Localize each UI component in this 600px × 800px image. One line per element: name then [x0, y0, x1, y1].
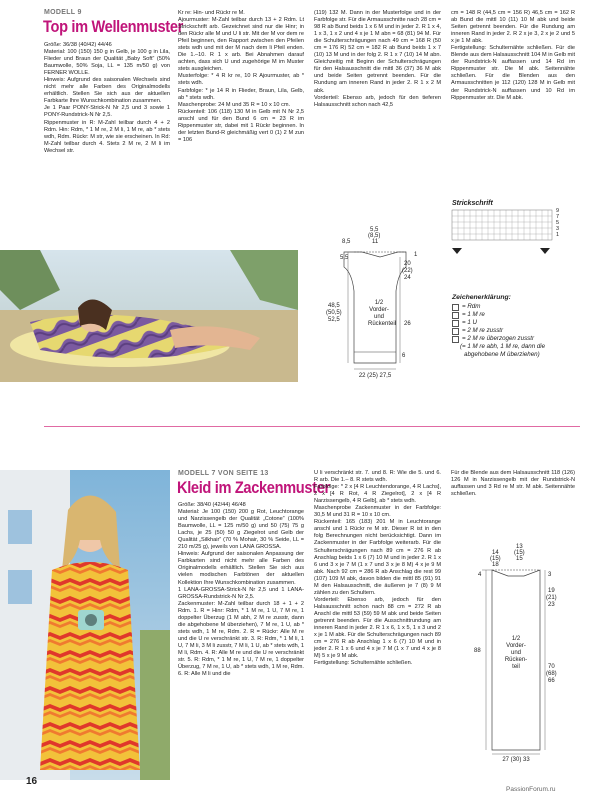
model-photo-dress [0, 470, 170, 780]
dim-arm-3: 24 [404, 275, 411, 281]
piece-label-4: Rückenteil [368, 321, 397, 327]
text-column-dress-3: Für die Blende aus dem Halsausschnitt 118 (126) 126 M in Narzissengelb mit der Rundstrick-N auffassen und 3 Rd re M str. M abk. Seitennähte schließen. [451, 470, 577, 498]
text-column-4: cm = 148 R (44,5 cm = 156 R) 46,5 cm = 162 R ab Bund die mittl 10 (11) 10 M abk und beide Seiten getrennt beenden. Für die Rundung am inneren Rand in jeder 2. R 2 x je 3, 2 x je 2 und 5 x je 1 M abk. Fertigstellung: Schulternähte schließen. Für die Blende aus dem Halsausschnitt 104 M in Gelb mit der Rundstrick-N auffassen und 14 Rd im Rippenmuster str. Die M abk. Seitennähte schließen. Für die Blenden aus den Armausschnitten je 112 (120) 128 M in Gelb mit der Rundstrick-N auffassen und 10 Rd im Rippenmuster str. Die M abk. [451, 10, 575, 101]
dim-neck-width-3: 11 [372, 239, 379, 245]
symbol-ssk-icon [452, 336, 459, 343]
symbol-rdm-icon [452, 304, 459, 311]
dim-left4: 4 [478, 572, 482, 578]
dim-arm-1: 20 [404, 261, 411, 267]
dim-bottom: 22 (25) 27,5 [358, 373, 392, 379]
chart-row-1: 1 [556, 232, 560, 238]
chart-row-3: 3 [556, 226, 560, 232]
chart-title: Strickschrift [452, 200, 493, 207]
legend-note: (= 1 M re abh, 1 M re, dann die [460, 343, 546, 350]
symbol-k2tog-icon [452, 328, 459, 335]
dim-n3: 15 [516, 556, 523, 562]
piece-label-3: und [510, 650, 521, 656]
watermark: PassionForum.ru [506, 786, 556, 793]
piece-label-3: und [373, 314, 384, 320]
dim-h88: 88 [474, 648, 481, 654]
dim-bottom-dress: 27 (30) 33 [502, 757, 530, 763]
legend-text: = 1 U [462, 319, 477, 326]
legend-text: = Rdm [462, 303, 481, 310]
dim-n1: 13 [516, 544, 523, 550]
legend-title: Zeichenerklärung: [452, 294, 511, 301]
dim-neck-depth: 5,5 [340, 255, 349, 261]
dim-side: 26 [404, 321, 411, 327]
text-column-dress-2: U li verschränkt str. 7. und 8. R: Wie die 5. und 6. R arb. Die 1.– 8. R stets wdh. Farbfolge: * 2 x [4 R Leuchtendorange, 4 R Lachs], 2 x [4 R Rot, 4 R Ziegelrot], 2 x [4 R Narzissengelb, 4 R Gelb], ab * stets wdh. Maschenprobe Zackenmuster in der Farbfolge: 30,5 M und 31 R = 10 x 10 cm. Rückenteil: 165 (183) 201 M in Leuchtorange anschl und 1 Rückr re M str. Dieser R ist in den folg Berechnungen nicht berücksichtigt. Dann im Zackenmuster in der Farbfolge weiterarb. Für die Schulterschrägungen nach 89 cm = 276 R ab Anschlag beids 1 x 6 (7) 10 M und in jeder 2. R 1 x 6 und 3 x je 7 M (1 x 7 und 3 x je 8 M) 4 x je 9 M abk. Nach 92 cm = 286 R ab Anschlag die rest 99 (107) 109 M abk, davon bilden die mittl 85 (91) 91 M den Halsausschnitt, die äußeren je 7 (8) 9 M zählen zu den Schultern. Vorderteil: Ebenso arb, jedoch für den Halsausschnitt schon nach 88 cm = 272 R ab Anschl die mittl 53 (59) 59 M abk und beide Seiten getrennt beenden. Für die Ausschnittrundung am inneren Rand in jeder 2. R 1 x 6, 1 x 5, 1 x 3 und 2 x je 1 M abk. Für die Schulterschrägungen nach 89 cm = 276 R ab Anschlag 1 x 6 (7) 10 M und in jeder 2. R 1 x 6 und 4 x je 7 M (1 x 7 und 4 x je 8 M) 5 x je 9 M abk. Fertigstellung: Schulternähte schließen. [314, 470, 441, 667]
text-column-1: Größe: 36/38 (40/42) 44/46 Material: 100 (150) 150 g in Gelb, je 100 g in Lila, Flieder und Braun der Qualität „Baby Soft“ (50% Baumwolle, 50% Soja, LL = 135 m/50 g) von FERNER WOLLE. Hinweis: Aufgrund des saisonalen Wechsels sind nicht mehr alle Farben des Originalmodells erhältlich. Stellen Sie sich aus der aktuellen Farbkarte Ihre Wunschkombination zusammen. Je 1 Paar PONY-Strick-N Nr 2,5 und 3 sowie 1 PONY-Rundstrick-N Nr 2,5. Rippenmuster in R: M-Zahl teilbar durch 4 + 2 Rdm. Hin: Rdm, * 1 M re, 2 M li, 1 M re, ab * stets wdh, Rdm. Rückr: M str, wie sie erscheinen. In Rd: M-Zahl teilbar durch 4. Stets 2 M re, 2 M li im Wechsel str. [44, 42, 170, 154]
pattern-schematic-top [310, 225, 450, 395]
section-divider [44, 426, 580, 427]
symbol-yarnover-icon [452, 320, 459, 327]
dim-r21: (21) [546, 595, 557, 601]
modell-label: MODELL 9 [44, 9, 82, 16]
dim-shoulder: 1 [414, 252, 418, 258]
legend-note: abgehobene M überziehen) [464, 351, 540, 358]
dim-h70: 70 [548, 664, 555, 670]
chart-row-9: 9 [556, 208, 560, 214]
modell-label-dress: MODELL 7 VON SEITE 13 [178, 470, 269, 477]
dim-r3: 3 [548, 572, 552, 578]
dim-w2: (15) [490, 556, 501, 562]
piece-label-4: Rücken- [504, 657, 528, 663]
chart-row-7: 7 [556, 214, 560, 220]
page-title: Top im Wellenmuster [43, 17, 183, 36]
piece-label-dress [504, 636, 528, 671]
chart-row-numbers [556, 208, 559, 238]
text-column-2: Kr re: Hin- und Rückr re M. Ajourmuster: M-Zahl teilbar durch 13 + 2 Rdm. Lt Strickschrift arb. Gezeichnet sind nur die Hinr; in den Rückr alle M und U li str. Mit der M vor dem re Pfeil beginnen, den Rapport zwischen den Pfeilen stets wdh und mit der M nach dem li Pfeil enden. Die 1.–10. R 1 x arb. Bei Abnahmen darauf achten, dass sich U und zugehörige M im Muster stets ausgleichen. Musterfolge: * 4 R kr re, 10 R Ajourmuster, ab * stets wdh. Farbfolge: * je 14 R in Flieder, Braun, Lila, Gelb, ab * stets wdh. Maschenprobe: 24 M und 35 R = 10 x 10 cm. Rückenteil: 106 (118) 130 M in Gelb mit N Nr 2,5 anschl und für den Bund 6 cm = 23 R im Rippenmuster str, dabei mit 1 Rückr beginnen. In der letzten Bund-R gleichmäßig vert 0 (1) 2 M zun = 106 [178, 10, 304, 143]
piece-label-2: Vorder- [506, 643, 526, 649]
legend-item [452, 335, 592, 343]
legend-item [452, 303, 592, 311]
dim-n2: (15) [514, 550, 525, 556]
legend-text: = 2 M re überzogen zusstr [462, 335, 535, 342]
text-column-3: (119) 132 M. Dann in der Musterfolge und in der Farbfolge str. Für die Armausschnitte nach 28 cm = 98 R ab Bund beids 1 x 6 M und in jeder 2. R 1 x 4, 1 x 3, 1 x 2 und 4 x je 1 M abn = 68 (81) 94 M. Für die Schulterschrägungen nach 49 cm = 168 R (50 cm = 176 R) 52 cm = 182 R ab Bund beids 1 x 7 (10) 13 M und in der folg 2. R 1 x 7 (10) 14 M abn. Gleichzeitig mit Beginn der Schulterschrägungen für den Halsausschnitt die mittl 36 (37) 36 M abk und beide Seiten getrennt beenden. Für die Rundung am inneren Rand in jeder 2. R 1 x 2 M abk. Vorderteil: Ebenso arb, jedoch für den tieferen Halsausschnitt schon nach 42,5 [314, 10, 441, 108]
dim-bund: 6 [402, 353, 406, 359]
legend [452, 294, 592, 359]
symbol-knit-icon [452, 312, 459, 319]
dim-r19: 19 [548, 588, 555, 594]
piece-label-1: 1/2 [374, 300, 384, 306]
dim-total-2: (50,5) [326, 310, 342, 316]
legend-item [452, 327, 592, 335]
dim-w1: 14 [492, 550, 499, 556]
dim-arm-2: (22) [402, 268, 413, 274]
piece-label-2: Vorder- [369, 307, 389, 313]
piece-label [368, 300, 397, 328]
dim-top-width: 8,5 [342, 239, 351, 245]
page-title-dress: Kleid im Zackenmuster [177, 478, 330, 497]
legend-item [452, 311, 592, 319]
dim-neck-width-2: (8,5) [368, 233, 381, 239]
page-number: 16 [26, 776, 38, 787]
dim-h66: 66 [548, 678, 555, 684]
text-column-dress-1: Größe: 38/40 (42/44) 46/48 Material: Je 100 (150) 200 g Rot, Leuchtorange und Narzissengelb der Qualität „Cotone“ (100% Baumwolle, LL = 125 m/50 g) und 50 (75) 75 g Lachs, je 25 (50) 50 g Ziegelrot und Gelb der Qualität „Silkhair“ (70 % Mohair, 30 % Seide, LL = 210 m/25 g), jeweils von LANA GROSSA. Hinweis: Aufgrund der saisonalen Anpassung der Farbkarten sind nicht mehr alle Farben des Originalmodells erhältlich. Stellen Sie sich aus vielen modischen Farbtönen der aktuellen Kollektion Ihre Wunschkombination zusammen. 1 LANA-GROSSA-Strick-N Nr 2,5 und 1 LANA-GROSSA-Rundstrick-N Nr 2,5. Zackenmuster: M-Zahl teilbar durch 18 + 1 + 2 Rdm. 1. R = Hinr: Rdm, * 1 M re, 1 U, 7 M re, 1 doppelter Überzug (1 M abh, 2 M re zusstr, dann die abgehobene M überziehen), 7 M re, 1 U, ab * stets wdh, 1 M re, Rdm. 2. R = Rückr: Alle M re und die U re verschränkt str. 3. R: Rdm, * 1 M li, 1 U, 7 M li, 3 M li zusstr, 7 M li, 1 U, ab * stets wdh, 1 M li, Rdm. 4. R: Alle M re und die U re verschränkt str. 5. R: Rdm, * 1 M re, 1 U, 7 M re, 1 doppelter Überzug, 7 M re, 1 U, ab * stets wdh, 1 M re, Rdm. 6. R: Alle M li und die [178, 502, 304, 678]
knitting-chart [452, 210, 592, 268]
dim-r23: 23 [548, 602, 555, 608]
dim-total-3: 52,5 [328, 317, 340, 323]
piece-label-5: teil [512, 664, 520, 670]
dim-w3: 18 [492, 562, 499, 568]
chart-row-5: 5 [556, 220, 560, 226]
dim-total-1: 48,5 [328, 303, 340, 309]
legend-text: = 1 M re [462, 311, 485, 318]
pattern-schematic-dress [452, 540, 582, 765]
dim-h68: (68) [546, 671, 557, 677]
model-photo-top [0, 250, 298, 382]
dim-neck-width: 5,5 [370, 227, 379, 233]
piece-label-1: 1/2 [511, 636, 521, 642]
legend-text: = 2 M re zusstr [462, 327, 504, 334]
legend-item [452, 319, 592, 327]
